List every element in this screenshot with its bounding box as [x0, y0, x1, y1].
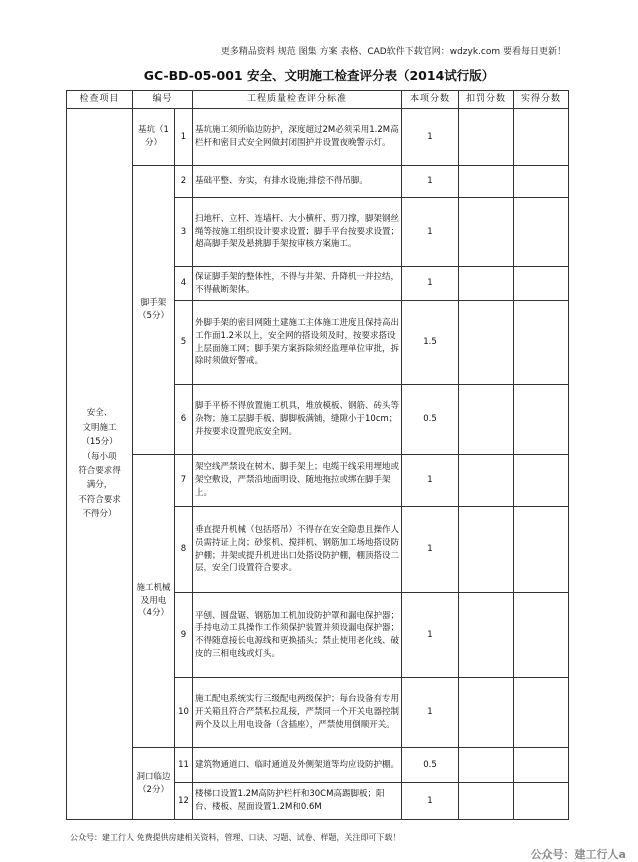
row-standard: 脚手平桥不得放置施工机具，堆放模板、钢筋、砖头等杂物；施工层脚手板、脚脚板满铺，缝隙小于10cm；并按要求设置兜底安全网。 — [193, 385, 402, 455]
table-row — [67, 455, 569, 507]
row-deduction-cell[interactable] — [459, 267, 514, 301]
row-actual-score-cell[interactable] — [514, 109, 569, 166]
row-number: 10 — [175, 678, 193, 748]
col-header-item: 检查项目 — [67, 91, 133, 109]
table-row — [67, 748, 569, 783]
row-item-score: 1 — [402, 783, 459, 820]
row-number: 7 — [175, 455, 193, 507]
row-deduction-cell[interactable] — [459, 109, 514, 166]
row-deduction-cell[interactable] — [459, 507, 514, 593]
page-title: GC-BD-05-001 安全、文明施工检查评分表（2014试行版） — [143, 68, 495, 83]
row-standard: 架空线严禁设在树木、脚手架上；电缆干线采用埋地或架空敷设，严禁沿地面明设、随地拖拉或绑在脚手架上。 — [193, 455, 402, 507]
row-deduction-cell[interactable] — [459, 385, 514, 455]
row-number: 1 — [175, 109, 193, 166]
row-standard: 垂直提升机械（包括塔吊）不得存在安全隐患且操作人员需持证上岗；砂浆机、搅拌机、钢筋加工场地搭设防护棚；井架或提升机进出口处搭设防护棚，棚顶搭设二层，安全门设置符合要求。 — [193, 507, 402, 593]
col-header-actual-score: 实得分数 — [514, 91, 569, 109]
row-standard: 楼梯口设置1.2M高防护栏杆和30CM高踢脚板；阳台、楼板、屋面设置1.2M和0.6M — [193, 783, 402, 820]
row-item-score: 1 — [402, 507, 459, 593]
main-item-line: 满分， — [86, 480, 113, 491]
main-item-line: （15分） — [81, 437, 118, 448]
row-deduction-cell[interactable] — [459, 301, 514, 385]
row-item-score: 1 — [402, 593, 459, 678]
main-item-line: 安全、 — [86, 408, 113, 419]
row-number: 5 — [175, 301, 193, 385]
row-deduction-cell[interactable] — [459, 593, 514, 678]
row-number: 4 — [175, 267, 193, 301]
row-number: 12 — [175, 783, 193, 820]
main-item-line: 文明施工 — [82, 422, 117, 433]
sub-item-scaffold: 脚手架（5分） — [133, 166, 175, 455]
col-header-item-score: 本项分数 — [402, 91, 459, 109]
row-standard: 保证脚手架的整体性，不得与井架、升降机一并拉结，不得截断架体。 — [193, 267, 402, 301]
row-item-score: 1 — [402, 198, 459, 267]
row-actual-score-cell[interactable] — [514, 455, 569, 507]
row-item-score: 1 — [402, 455, 459, 507]
row-actual-score-cell[interactable] — [514, 748, 569, 783]
row-actual-score-cell[interactable] — [514, 267, 569, 301]
row-actual-score-cell[interactable] — [514, 385, 569, 455]
sub-item-foundation: 基坑（1分） — [133, 109, 175, 166]
row-actual-score-cell[interactable] — [514, 507, 569, 593]
col-header-no: 编号 — [133, 91, 193, 109]
row-actual-score-cell[interactable] — [514, 593, 569, 678]
table-row — [67, 166, 569, 198]
col-header-deduction: 扣罚分数 — [459, 91, 514, 109]
row-number: 11 — [175, 748, 193, 783]
table-row — [67, 109, 569, 166]
table-header-row — [67, 91, 569, 109]
col-header-standard: 工程质量检查评分标准 — [193, 91, 402, 109]
row-deduction-cell[interactable] — [459, 455, 514, 507]
row-number: 3 — [175, 198, 193, 267]
row-actual-score-cell[interactable] — [514, 783, 569, 820]
row-number: 8 — [175, 507, 193, 593]
row-standard: 建筑物通道口、临时通道及外侧架道等均应设防护棚。 — [193, 748, 402, 783]
row-standard: 扫地杆、立杆、连墙杆、大小横杆、剪刀撑，脚架钢丝绳等按施工组织设计要求设置；脚手平台按要求设置；超高脚手架及悬挑脚手架按审核方案施工。 — [193, 198, 402, 267]
row-actual-score-cell[interactable] — [514, 678, 569, 748]
row-standard: 平刨、圆盘锯、钢筋加工机加设防护罩和漏电保护器；手持电动工具操作工作须保护装置并须设漏电保护器；不得随意接长电源线和更换插头；禁止使用老化线、破皮的三相电线或灯头。 — [193, 593, 402, 678]
row-item-score: 1 — [402, 109, 459, 166]
row-standard: 外脚手架的密目网随土建施工主体施工进度且保持高出工作面1.2米以上，安全网的搭设须及时，按要求搭设上层面施工网；脚手架方案拆除须经监理单位审批，拆除时须做好警戒。 — [193, 301, 402, 385]
row-actual-score-cell[interactable] — [514, 301, 569, 385]
footer-note: 公众号：建工行人 免费提供房建相关资料，管理、口诀、习题、试卷、样题，关注即可下载！ — [70, 833, 401, 842]
sub-item-machinery: 施工机械及用电（4分） — [133, 455, 175, 748]
row-actual-score-cell[interactable] — [514, 166, 569, 198]
row-actual-score-cell[interactable] — [514, 198, 569, 267]
row-number: 9 — [175, 593, 193, 678]
row-deduction-cell[interactable] — [459, 678, 514, 748]
row-item-score: 0.5 — [402, 748, 459, 783]
row-number: 2 — [175, 166, 193, 198]
main-item-line: 不得分） — [82, 509, 117, 520]
row-item-score: 1.5 — [402, 301, 459, 385]
watermark: 公众号：建工行人a — [530, 848, 626, 861]
row-item-score: 1 — [402, 678, 459, 748]
row-item-score: 1 — [402, 166, 459, 198]
row-standard: 基础平整、夯实，有排水设施;排偿不得吊脚。 — [193, 166, 402, 198]
row-number: 6 — [175, 385, 193, 455]
main-item-line: 符合要求得 — [78, 466, 121, 476]
row-deduction-cell[interactable] — [459, 783, 514, 820]
main-item-line: （每小项 — [82, 451, 117, 462]
row-item-score: 0.5 — [402, 385, 459, 455]
header-note: 更多精品资料 规范 图集 方案 表格、CAD软件下载官网：wdzyk.com 要看每日更新！ — [220, 47, 566, 57]
row-standard: 施工配电系统实行三级配电两级保护；每台设备有专用开关箱且符合严禁私拉乱接，严禁同一个开关电器控制两个及以上用电设备（含插座），严禁使用倒顺开关。 — [193, 678, 402, 748]
row-deduction-cell[interactable] — [459, 198, 514, 267]
main-item-line: 不符合要求 — [78, 494, 121, 505]
row-deduction-cell[interactable] — [459, 166, 514, 198]
row-standard: 基坑施工须所临边防护，深度超过2M必须采用1.2M高栏杆和密目式安全网做封闭围护并设置夜晚警示灯。 — [193, 109, 402, 166]
row-item-score: 1 — [402, 267, 459, 301]
row-deduction-cell[interactable] — [459, 748, 514, 783]
main-item-cell — [67, 109, 133, 820]
sub-item-openings: 洞口临边（2分） — [133, 748, 175, 820]
score-table — [66, 90, 569, 820]
